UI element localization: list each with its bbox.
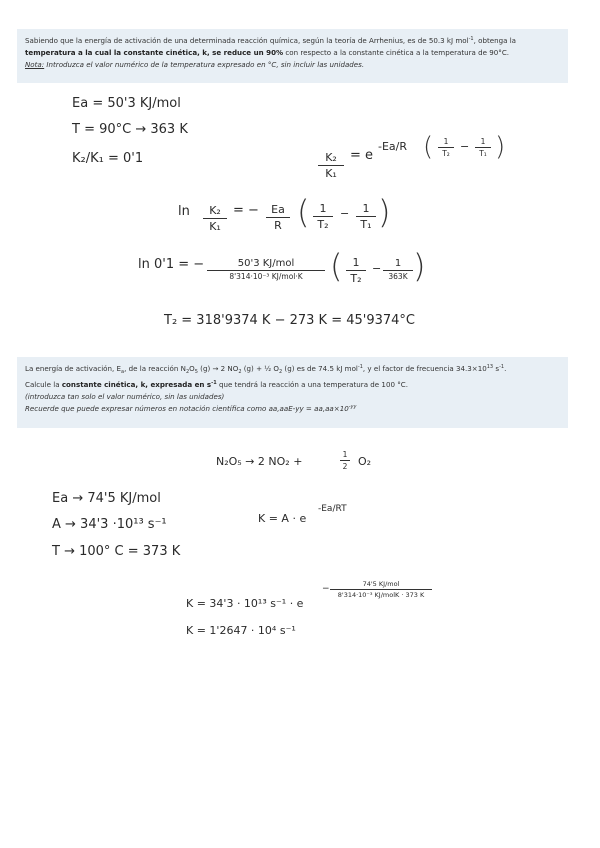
hw2-exp-fraction: 74'5 KJ/mol 8'314·10⁻³ KJ/molK · 373 K <box>330 580 432 599</box>
question-box-2 <box>17 357 568 428</box>
hw1-line-ea: Ea = 50'3 KJ/mol <box>72 96 181 111</box>
hw1-line-t: T = 90°C → 363 K <box>72 122 188 137</box>
hw2-reaction: N₂O₅ → 2 NO₂ + <box>216 455 303 468</box>
hw1-ln-subst: ln 0'1 = − <box>138 257 205 272</box>
hw2-k-formula: K = A · e <box>258 512 307 525</box>
hw1-final: T₂ = 318'9374 K − 273 K = 45'9374°C <box>164 313 415 328</box>
hw1-subst-fraction: 50'3 KJ/mol 8'314·10⁻³ KJ/mol·K <box>207 258 325 281</box>
hw2-a: A → 34'3 ·10¹³ s⁻¹ <box>52 517 167 532</box>
question-box-1 <box>17 29 568 83</box>
hw1-exp-power: -Ea/R <box>378 140 408 153</box>
question-2-line-2: Calcule la constante cinética, k, expresada en $s^{-1}$ que tendrá la reacción a una temperatura de 100 °C. <box>25 380 408 389</box>
hw1-inv-t2: 1 T₂ <box>438 137 454 158</box>
question-1-text: Sabiendo que la energía de activación de una determinada reacción química, según la teoría de Arrhenius, es de 50.3 kJ mol$^{-1}$, obtenga la temperatura a la cual la constante cinética, k, se reduce un 90% con respecto a la constante cinética a la temperatura de 90°C. <box>25 36 517 57</box>
hw2-k-final: K = 1'2647 · 10⁴ s⁻¹ <box>186 624 296 637</box>
hw2-ea: Ea → 74'5 KJ/mol <box>52 491 161 506</box>
hw1-ratio-fraction: K₂ K₁ <box>318 151 344 180</box>
hw1-ln-fraction: K₂ K₁ <box>203 204 227 233</box>
hw2-k-substitution: K = 34'3 · 10¹³ s⁻¹ · e <box>186 597 304 610</box>
question-1-note: Nota: Introduzca el valor numérico de la temperatura expresado en °C, sin incluir las unidades. <box>25 60 365 69</box>
question-2-line-1: La energía de activación, $E_a$, de la reacción $N_2O_5$ (g) → 2 $NO_2$ (g) + ½ $O_2$ (g) es de 74.5 kJ mol$^{-1}$, y el factor de frecuencia $34.3\times 10^{13}$ $s^{-1}$. <box>25 364 507 375</box>
hw2-t: T → 100° C = 373 K <box>52 544 181 559</box>
question-2-notation: Recuerde que puede expresar números en notación científica como $aa,aaE-yy = aa,aa\times 10^{-yy}$ <box>25 404 357 413</box>
hw1-ea-over-r: Ea R <box>266 203 290 232</box>
hw1-exp-base: = e <box>350 148 374 163</box>
hw1-inv-t1: 1 T₁ <box>475 137 491 158</box>
hw1-line-ratio: K₂/K₁ = 0'1 <box>72 151 144 166</box>
question-2-hint: (introduzca tan solo el valor numérico, sin las unidades) <box>25 392 225 401</box>
hw1-ln: ln <box>178 204 190 219</box>
question-1-bold: temperatura a la cual la constante cinética, k, se reduce un 90% <box>25 48 284 57</box>
